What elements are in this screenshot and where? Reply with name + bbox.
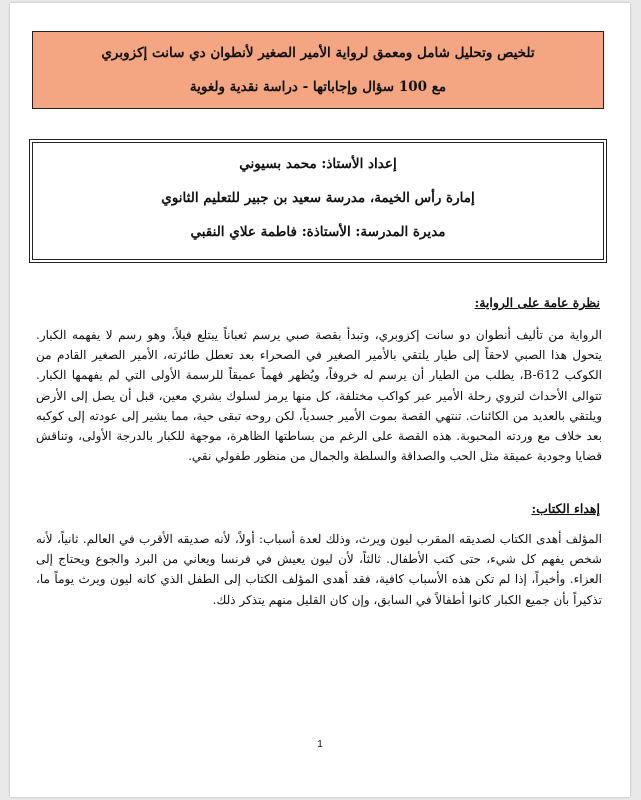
page-number: 1 — [317, 739, 323, 750]
author-line: إعداد الأستاذ: محمد بسيوني — [239, 156, 397, 172]
section-text-overview: الرواية من تأليف أنطوان دو سانت إكزوبري، وتبدأ بقصة صبي يرسم ثعباناً يبتلع فيلاً، وهو رسم لا يفهمه الكبار. يتحول هذا الصبي لاحقاً إلى طيار يلتقي بالأمير الصغير في الصحراء بعد تعطل طائرته، الأمير الصغير القادم من الكوكب B-612، يطلب من الطيار أن يرسم له خروفاً، ويُظهر فهماً عميقاً للرسمة الأولى التي لم يفهمها الكبار. تتوالى الأحداث لتروي رحلة الأمير عبر كواكب مختلفة، كل منها يرمز لسلوك بشري معين، قبل أن يصل إلى الأرض ويلتقي بالعديد من الكائنات. تنتهي القصة بموت الأمير جسدياً، لكن روحه تبقى حية، مما يشير إلى عودته إلى كوكبه بعد خلاف مع وردته المحبوبة. هذه القصة على الرغم من بساطتها الظاهرة، موجهة للكبار بالدرجة الأولى، وتناقش قضايا وجودية عميقة مثل الحب والصداقة والسلطة والجمال من منظور طفولي نقي. — [36, 328, 603, 464]
title-line-1: تلخيص وتحليل شامل ومعمق لرواية الأمير الصغير لأنطوان دي سانت إكزوبري — [101, 45, 535, 61]
section-text-dedication: المؤلف أهدى الكتاب لصديقه المقرب ليون ويرث، وذلك لعدة أسباب: أولاً، لأنه صديقه الأقرب في العالم. ثانياً، لأنه شخص يفهم كل شيء، حتى كتب الأطفال. ثالثاً، لأن ليون يعيش في فرنسا ويعاني من البرد والجوع ويحتاج إلى العزاء. وأخيراً، إذا لم تكن هذه الأسباب كافية، فقد أهدى المؤلف الكتاب إلى الطفل الذي كانه ليون ويرث يوماً ما، تذكيراً بأن جميع الكبار كانوا أطفالاً في السابق، وإن كان القليل منهم يتذكر ذلك. — [36, 532, 602, 607]
principal-line: مديرة المدرسة: الأستاذة: فاطمة علاي النقبي — [190, 224, 446, 240]
document-page — [10, 3, 630, 797]
title-box — [32, 31, 604, 109]
school-line: إمارة رأس الخيمة، مدرسة سعيد بن جبير للتعليم الثانوي — [161, 190, 475, 206]
section-heading-overview: نظرة عامة على الرواية: — [474, 295, 600, 310]
author-box — [32, 142, 604, 260]
section-heading-dedication: إهداء الكتاب: — [531, 501, 600, 516]
title-line-2: مع 100 سؤال وإجاباتها - دراسة نقدية ولغوية — [189, 79, 447, 95]
